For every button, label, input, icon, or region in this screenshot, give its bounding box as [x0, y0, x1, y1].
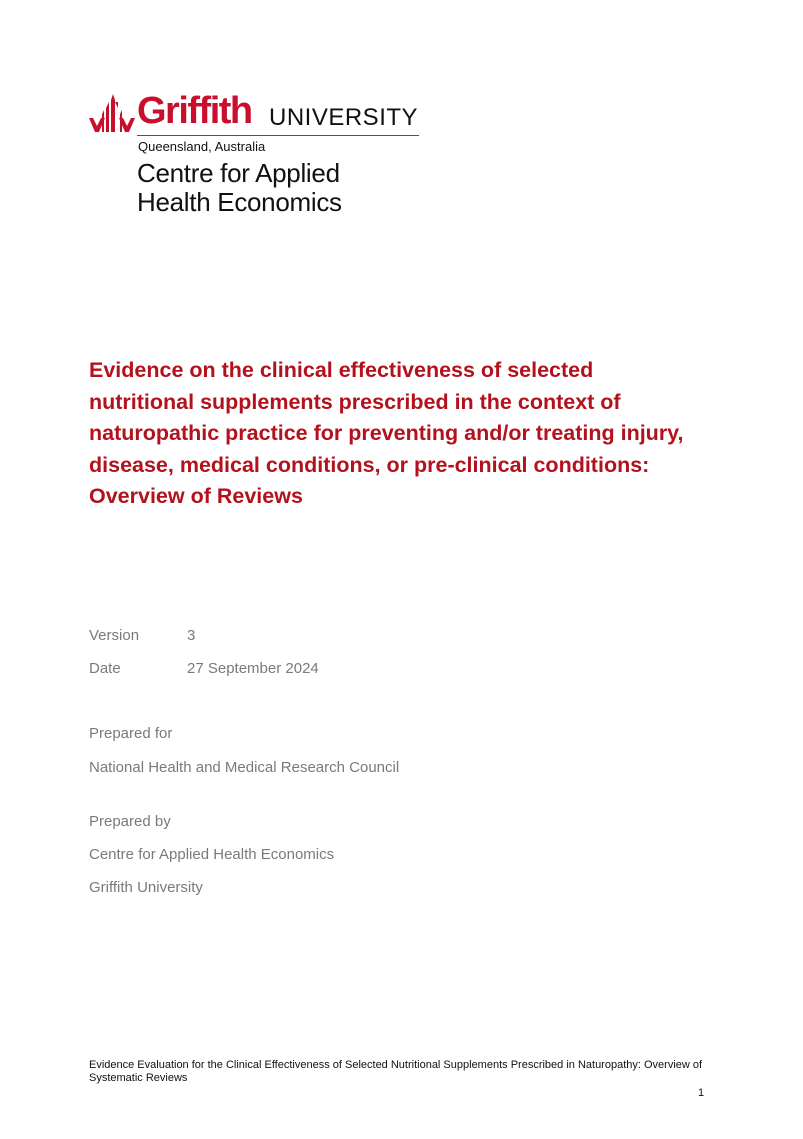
prepared-by-line2: Griffith University — [89, 879, 203, 896]
page-number: 1 — [698, 1087, 705, 1099]
document-title: Evidence on the clinical effectiveness of selected nutritional supplements prescribed in the context of naturopathic practice for preventing and/or treating injury, disease, medical conditions, or pre-clinical conditions: Overview of Reviews — [89, 358, 684, 508]
logo-centre-line1: Centre for Applied — [137, 158, 340, 188]
logo-location: Queensland, Australia — [138, 139, 266, 154]
date-row — [89, 660, 319, 678]
prepared-for-org: National Health and Medical Research Council — [89, 759, 400, 776]
page-footer: Evidence Evaluation for the Clinical Effectiveness of Selected Nutritional Supplements Prescribed in Naturopathy: Overview of Systematic Reviews — [89, 1059, 703, 1084]
logo-centre-line2: Health Economics — [137, 187, 342, 217]
date-label: Date — [89, 660, 121, 677]
logo-divider — [137, 135, 419, 136]
version-label: Version — [89, 627, 140, 644]
version-value: 3 — [187, 627, 196, 644]
logo-brand-text: Griffith — [137, 90, 252, 132]
prepared-by-label: Prepared by — [89, 813, 171, 830]
logo-university-text: UNIVERSITY — [269, 104, 419, 131]
version-row — [89, 627, 195, 645]
prepared-for-label: Prepared for — [89, 725, 173, 742]
prepared-by-line1: Centre for Applied Health Economics — [89, 846, 335, 863]
logo-wordmark — [89, 92, 419, 134]
date-value: 27 September 2024 — [187, 660, 319, 677]
griffith-logo — [89, 92, 419, 220]
logo-centre-name — [137, 159, 342, 217]
griffith-emblem-icon — [89, 94, 135, 132]
